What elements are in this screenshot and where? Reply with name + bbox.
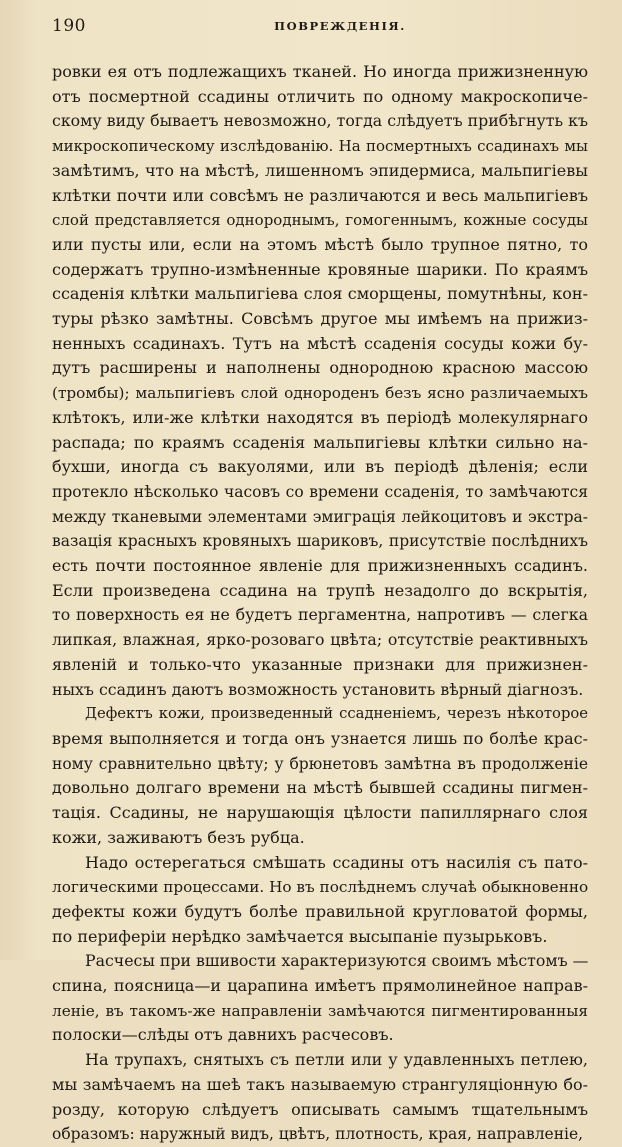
text-line: содержатъ трупно-измѣненные кровяные шарики. По краямъ <box>52 259 588 279</box>
text-line: отъ посмертной ссадины отличить по одному макроскопиче- <box>52 86 588 106</box>
text-line: замѣтимъ, что на мѣстѣ, лишенномъ эпидермиса, мальпигіевы <box>52 160 588 180</box>
text-line: распада; по краямъ ссаденія мальпигіевы клѣтки сильно на- <box>52 432 588 452</box>
text-line: есть почти постоянное явленіе для прижизненныхъ ссадинъ. <box>52 556 588 576</box>
text-line: Дефектъ кожи, произведенный ссадненіемъ, черезъ нѣкоторое <box>85 705 588 723</box>
text-line: логическими процессами. Но въ послѣднемъ случаѣ обыкновенно <box>52 878 588 897</box>
text-line: между тканевыми элементами эмиграція лейкоцитовъ и экстра- <box>52 507 588 526</box>
paragraph <box>52 702 588 850</box>
text-line: время выполняется и тогда онъ узнается лишь по болѣе крас- <box>52 728 588 748</box>
text-line: явленій и только-что указанные признаки для прижизнен- <box>52 654 588 674</box>
text-line: ровки ея отъ подлежащихъ тканей. Но иногда прижизненную <box>52 62 588 81</box>
text-line: вазація красныхъ кровяныхъ шариковъ, присутствіе послѣднихъ <box>52 532 588 551</box>
text-line: то поверхность ея не будетъ пергаментна, напротивъ — слегка <box>52 605 588 625</box>
text-line: мы замѣчаемъ на шеѣ такъ называемую странгуляціонную бо- <box>52 1074 588 1094</box>
text-line: ныхъ ссадинъ даютъ возможность установить вѣрный діагнозъ. <box>52 679 584 699</box>
text-line: клѣтки почти или совсѣмъ не различаются и весь мальпигіевъ <box>52 185 588 205</box>
paragraph <box>52 60 588 702</box>
page-number: 190 <box>52 16 86 36</box>
paragraph <box>52 949 588 1048</box>
text-line: ссаденія клѣтки мальпигіева слоя сморщены, помутнѣны, кон- <box>52 284 588 304</box>
text-line: Если произведена ссадина на трупѣ незадолго до вскрытія, <box>52 580 588 600</box>
text-line: туры рѣзко замѣтны. Совсѣмъ другое мы имѣемъ на прижиз- <box>52 309 588 329</box>
text-line: Расчесы при вшивости характеризуются своимъ мѣстомъ — <box>85 951 588 971</box>
text-line: спина, поясница—и царапина имѣетъ прямолинейное направ- <box>52 976 588 996</box>
text-line: дутъ расширены и наполнены однородною красною массою <box>52 358 588 378</box>
text-line: бухши, иногда съ вакуолями, или въ періодѣ дѣленія; если <box>52 457 588 477</box>
text-line: леніе, въ такомъ-же направленіи замѣчаются пигментированныя <box>52 1001 588 1020</box>
text-line: клѣтокъ, или-же клѣтки находятся въ періодѣ молекулярнаго <box>52 407 588 427</box>
text-line: тація. Ссадины, не нарушающія цѣлости папиллярнаго слоя <box>52 803 588 823</box>
text-line: слой представляется однороднымъ, гомогеннымъ, кожные сосуды <box>52 211 588 230</box>
text-line: протекло нѣсколько часовъ со времени ссаденія, то замѣчаются <box>52 482 588 501</box>
text-line: Надо остерегаться смѣшать ссадины отъ насилія съ пато- <box>85 852 588 872</box>
text-line: скому виду бываетъ невозможно, тогда слѣдуетъ прибѣгнуть къ <box>52 111 588 131</box>
text-line: липкая, влажная, ярко-розоваго цвѣта; отсутствіе реактивныхъ <box>52 630 588 650</box>
running-head: ПОВРЕЖДЕНІЯ. <box>274 19 406 33</box>
text-line: (тромбы); мальпигіевъ слой однороденъ безъ ясно различаемыхъ <box>52 384 588 403</box>
text-line: ненныхъ ссадинахъ. Тутъ на мѣстѣ ссаденія сосуды кожи бу- <box>52 333 588 353</box>
body-text <box>52 60 588 1147</box>
text-line: дефекты кожи будутъ болѣе правильной кругловатой формы, <box>52 901 588 921</box>
text-line: по периферіи нерѣдко замѣчается высыпаніе пузырьковъ. <box>52 926 548 946</box>
text-line: или пусты или, если на этомъ мѣстѣ было трупное пятно, то <box>52 234 588 254</box>
text-line: микроскопическому изслѣдованію. На посмертныхъ ссадинахъ мы <box>52 137 588 156</box>
text-line: образомъ: наружный видъ, цвѣтъ, плотность, края, направленіе, <box>52 1125 584 1144</box>
page-header <box>52 16 588 44</box>
paragraph <box>52 851 588 950</box>
text-line: кожи, заживаютъ безъ рубца. <box>52 827 305 847</box>
text-line: розду, которую слѣдуетъ описывать самымъ тщательнымъ <box>52 1099 588 1119</box>
text-line: довольно долгаго времени на мѣстѣ бывшей ссадины пигмен- <box>52 778 588 798</box>
text-line: ному сравнительно цвѣту; у брюнетовъ замѣтна въ продолженіе <box>52 754 588 773</box>
text-line: На трупахъ, снятыхъ съ петли или у удавленныхъ петлею, <box>85 1050 588 1070</box>
paragraph <box>52 1048 588 1147</box>
text-line: полоски—слѣды отъ давнихъ расчесовъ. <box>52 1025 394 1045</box>
